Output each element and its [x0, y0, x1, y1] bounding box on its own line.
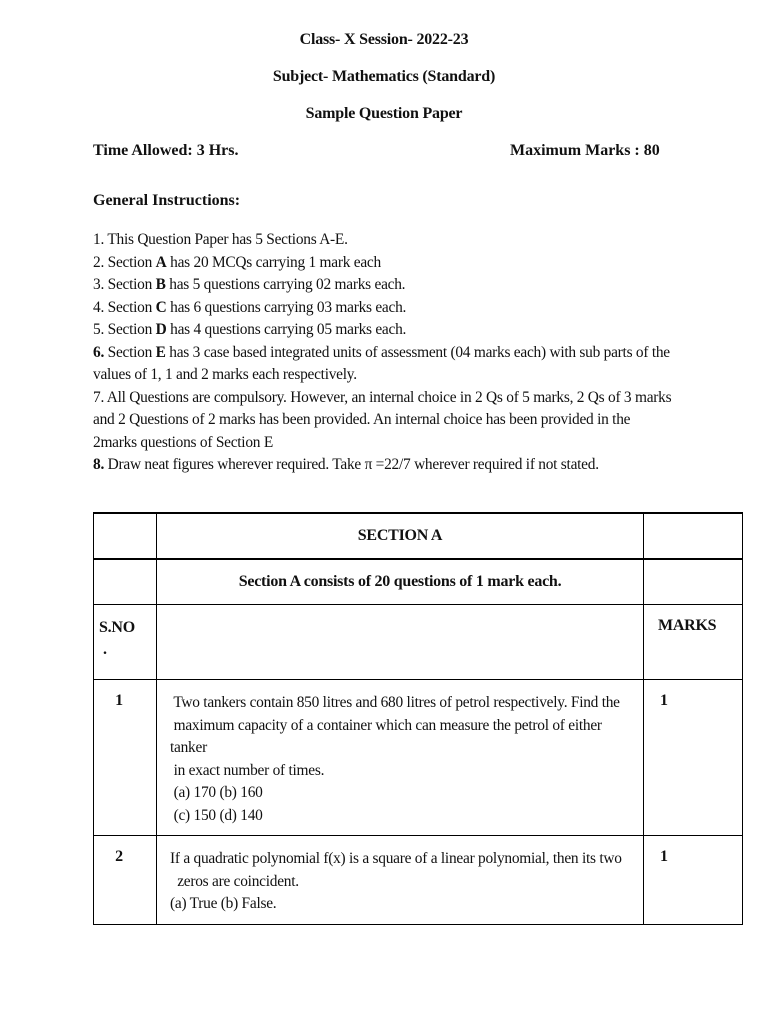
sno-label-dot: . [103, 641, 107, 658]
instruction-number: 6. [93, 343, 105, 361]
question-text [157, 836, 644, 925]
question-row [94, 680, 743, 836]
instruction-text: has 4 questions carrying 05 marks each. [166, 321, 407, 338]
instruction-number: 8. [93, 456, 105, 473]
question-option-line: (c) 150 (d) 140 [170, 806, 263, 824]
section-letter: C [155, 298, 167, 316]
instruction-item [93, 454, 673, 477]
section-a-title: SECTION A [157, 513, 644, 559]
section-letter: E [155, 343, 166, 361]
maximum-marks: Maximum Marks : 80 [510, 142, 660, 159]
subject-heading: Subject- Mathematics (Standard) [272, 68, 496, 85]
question-column-header [157, 605, 644, 680]
question-number: 1 [94, 680, 157, 836]
instruction-text: 4. Section [93, 298, 156, 316]
instruction-text: has 6 questions carrying 03 marks each. [166, 298, 407, 316]
column-header-row [94, 605, 743, 680]
instruction-item [93, 342, 673, 387]
instruction-text: 2. Section [93, 253, 156, 271]
marks-column-header: MARKS [644, 605, 743, 680]
question-marks: 1 [644, 836, 743, 925]
instruction-text: Section [104, 343, 156, 361]
sno-column-header [94, 605, 157, 680]
instruction-text: has 5 questions carrying 02 marks each. [165, 276, 406, 293]
sno-label: S.NO [99, 619, 135, 636]
question-line: zeros are coincident. [170, 872, 299, 890]
question-line: If a quadratic polynomial f(x) is a square of a linear polynomial, then its two [170, 850, 622, 867]
question-marks: 1 [644, 680, 743, 836]
question-line: tanker [170, 739, 207, 756]
question-option-line: (a) True (b) False. [170, 895, 277, 912]
instruction-item [93, 319, 673, 342]
section-title-row [94, 513, 743, 559]
section-letter: D [155, 321, 167, 338]
instruction-text: 3. Section [93, 276, 156, 293]
instruction-item [93, 387, 673, 455]
question-number: 2 [94, 836, 157, 925]
question-line: Two tankers contain 850 litres and 680 litres of petrol respectively. Find the [170, 694, 620, 711]
section-letter: A [155, 253, 167, 271]
empty-cell [94, 513, 157, 559]
instruction-item [93, 297, 673, 320]
empty-cell [644, 513, 743, 559]
instruction-text: 7. All Questions are compulsory. However, an internal choice in 2 Qs of 5 marks, 2 Qs of 3 marks and 2 Questions of 2 marks has been provided. An internal choice has been provided in the 2marks questions of Section E [93, 388, 672, 451]
instruction-text: 1. This Question Paper has 5 Sections A-E. [93, 231, 348, 248]
instruction-item [93, 252, 673, 275]
instruction-text: 5. Section [93, 321, 156, 338]
section-subtitle-row [94, 559, 743, 605]
question-line: in exact number of times. [170, 761, 325, 779]
instruction-text: Draw neat figures wherever required. Take π =22/7 wherever required if not stated. [104, 456, 599, 473]
question-option-line: (a) 170 (b) 160 [170, 784, 263, 801]
empty-cell [94, 559, 157, 605]
question-text [157, 680, 644, 836]
question-row [94, 836, 743, 925]
empty-cell [644, 559, 743, 605]
paper-type-heading: Sample Question Paper [305, 105, 463, 122]
instruction-text: has 3 case based integrated units of assessment (04 marks each) with sub parts of the values of 1, 1 and 2 marks each respectively. [93, 343, 670, 383]
instructions-list [93, 229, 673, 477]
class-session-heading: Class- X Session- 2022-23 [299, 31, 469, 48]
general-instructions-title: General Instructions: [93, 192, 241, 209]
section-letter: B [155, 276, 166, 293]
instruction-item [93, 229, 673, 252]
question-line: maximum capacity of a container which can measure the petrol of either [170, 716, 602, 734]
time-allowed: Time Allowed: 3 Hrs. [93, 142, 239, 159]
instruction-text: has 20 MCQs carrying 1 mark each [166, 253, 381, 271]
instruction-item [93, 274, 673, 297]
section-a-subtitle: Section A consists of 20 questions of 1 mark each. [157, 559, 644, 605]
section-a-table [93, 512, 743, 925]
